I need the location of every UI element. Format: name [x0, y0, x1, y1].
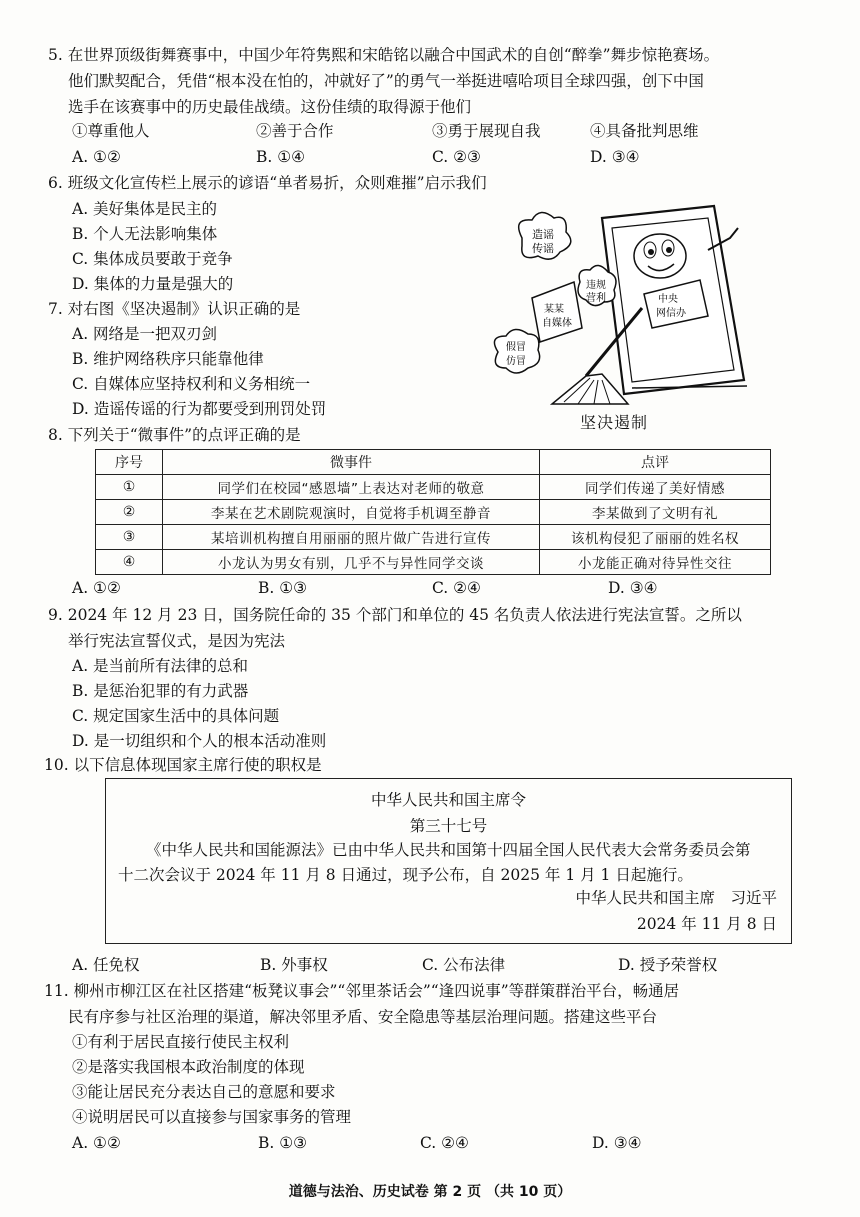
q11-stem-line1: 11. 柳州市柳江区在社区搭建“板凳议事会”“邻里茶话会”“逢四说事”等群策群治平台，畅通居	[44, 982, 680, 1000]
q11-item-3: ③能让居民充分表达自己的意愿和要求	[72, 1083, 336, 1101]
presidential-order-box	[105, 778, 792, 944]
q6-option-b[interactable]: B. 个人无法影响集体	[72, 225, 218, 243]
row-event: 小龙认为男女有别，几乎不与异性同学交谈	[163, 550, 540, 575]
q11-choice-c[interactable]: C. ②④	[420, 1134, 469, 1152]
q8-stem: 8. 下列关于“微事件”的点评正确的是	[48, 426, 301, 444]
col-header-comment: 点评	[540, 450, 771, 475]
q11-item-4: ④说明居民可以直接参与国家事务的管理	[72, 1108, 352, 1126]
row-number: ①	[96, 475, 163, 500]
q11-item-2: ②是落实我国根本政治制度的体现	[72, 1058, 305, 1076]
row-event: 同学们在校园“感恩墙”上表达对老师的敬意	[163, 475, 540, 500]
row-number: ③	[96, 525, 163, 550]
q9-stem-line2: 举行宪法宣誓仪式，是因为宪法	[68, 632, 286, 650]
order-body-line1: 《中华人民共和国能源法》已由中华人民共和国第十四届全国人民代表大会常务委员会第	[146, 841, 751, 859]
cloud2-line2: 营利	[586, 293, 606, 304]
row-comment: 同学们传递了美好情感	[540, 475, 771, 500]
q11-choice-a[interactable]: A. ①②	[72, 1134, 121, 1152]
banner-line2: 自媒体	[542, 318, 572, 329]
q10-choice-d[interactable]: D. 授予荣誉权	[618, 956, 718, 974]
q5-choice-c[interactable]: C. ②③	[432, 148, 481, 166]
q10-choice-c[interactable]: C. 公布法律	[422, 956, 506, 974]
sleeve-line1: 中央	[658, 294, 678, 305]
q5-choice-d[interactable]: D. ③④	[590, 148, 640, 166]
order-title: 中华人民共和国主席令	[370, 791, 526, 809]
q9-option-c[interactable]: C. 规定国家生活中的具体问题	[72, 707, 280, 725]
q10-choices	[72, 954, 717, 976]
q7-stem: 7. 对右图《坚决遏制》认识正确的是	[48, 300, 301, 318]
q10-stem: 10. 以下信息体现国家主席行使的职权是	[44, 756, 322, 774]
q7-option-d[interactable]: D. 造谣传谣的行为都要受到刑罚处罚	[72, 400, 327, 418]
q6-option-a[interactable]: A. 美好集体是民主的	[72, 200, 218, 218]
q5-choice-a[interactable]: A. ①②	[72, 148, 121, 166]
q9-option-d[interactable]: D. 是一切组织和个人的根本活动准则	[72, 732, 327, 750]
q9-option-a[interactable]: A. 是当前所有法律的总和	[72, 657, 249, 675]
cloud3-line2: 仿冒	[506, 356, 526, 367]
cloud1-line1: 造谣	[532, 228, 554, 241]
q8-choices	[72, 577, 658, 599]
q7-option-a[interactable]: A. 网络是一把双刃剑	[72, 325, 218, 343]
q5-choices	[72, 146, 640, 168]
q6-option-c[interactable]: C. 集体成员要敢于竞争	[72, 250, 233, 268]
q5-stem-line1: 5. 在世界顶级街舞赛事中，中国少年符隽熙和宋皓铭以融合中国武术的自创“醉拳”舞步惊艳赛场。	[48, 46, 720, 64]
q8-choice-d[interactable]: D. ③④	[608, 579, 658, 597]
q5-choice-b[interactable]: B. ①④	[256, 148, 306, 166]
row-number: ②	[96, 500, 163, 525]
page-footer: 道德与法治、历史试卷 第 2 页 （共 10 页）	[288, 1184, 572, 1200]
table-row	[96, 475, 771, 500]
q11-item-1: ①有利于居民直接行使民主权利	[72, 1033, 290, 1051]
row-comment: 该机构侵犯了丽丽的姓名权	[540, 525, 771, 550]
sleeve-line2: 网信办	[656, 308, 686, 319]
cartoon-caption: 坚决遏制	[580, 413, 649, 432]
order-signer: 中华人民共和国主席 习近平	[575, 889, 777, 907]
q6-option-d[interactable]: D. 集体的力量是强大的	[72, 275, 234, 293]
cartoon-illustration	[482, 198, 752, 408]
table-row	[96, 500, 771, 525]
q6-stem: 6. 班级文化宣传栏上展示的谚语“单者易折，众则难摧”启示我们	[48, 174, 487, 192]
q5-item: ①尊重他人	[72, 122, 150, 140]
order-body-line2: 十二次会议于 2024 年 11 月 8 日通过，现予公布，自 2025 年 1 月 1 日起施行。	[118, 866, 693, 884]
q8-choice-c[interactable]: C. ②④	[432, 579, 481, 597]
q11-choice-b[interactable]: B. ①③	[258, 1134, 308, 1152]
q8-choice-a[interactable]: A. ①②	[72, 579, 121, 597]
table-row	[96, 525, 771, 550]
cloud1-line2: 传谣	[532, 242, 554, 255]
q5-item: ③勇于展现自我	[432, 122, 541, 140]
row-event: 李某在艺术剧院观演时，自觉将手机调至静音	[163, 500, 540, 525]
row-number: ④	[96, 550, 163, 575]
q5-item: ④具备批判思维	[590, 122, 699, 140]
row-comment: 小龙能正确对待异性交往	[540, 550, 771, 575]
q8-choice-b[interactable]: B. ①③	[258, 579, 308, 597]
row-comment: 李某做到了文明有礼	[540, 500, 771, 525]
cloud3-line1: 假冒	[506, 342, 526, 353]
q5-stem-line3: 选手在该赛事中的历史最佳战绩。这份佳绩的取得源于他们	[68, 98, 472, 116]
micro-events-table	[95, 449, 771, 575]
q11-stem-line2: 民有序参与社区治理的渠道，解决邻里矛盾、安全隐患等基层治理问题。搭建这些平台	[68, 1008, 658, 1026]
q5-items	[72, 120, 699, 142]
q9-option-b[interactable]: B. 是惩治犯罪的有力武器	[72, 682, 249, 700]
q5-item: ②善于合作	[256, 122, 334, 140]
col-header-number: 序号	[96, 450, 163, 475]
q7-option-b[interactable]: B. 维护网络秩序只能靠他律	[72, 350, 264, 368]
q10-choice-b[interactable]: B. 外事权	[260, 956, 328, 974]
q11-choices	[72, 1132, 642, 1154]
table-row	[96, 550, 771, 575]
row-event: 某培训机构擅自用丽丽的照片做广告进行宣传	[163, 525, 540, 550]
q9-stem-line1: 9. 2024 年 12 月 23 日，国务院任命的 35 个部门和单位的 45 名负责人依法进行宪法宣誓。之所以	[48, 606, 742, 624]
col-header-event: 微事件	[163, 450, 540, 475]
table-header-row	[96, 450, 771, 475]
q5-stem-line2: 他们默契配合，凭借“根本没在怕的，冲就好了”的勇气一举挺进嘻哈项目全球四强，创下中国	[68, 72, 704, 90]
order-number: 第三十七号	[409, 817, 488, 835]
order-date: 2024 年 11 月 8 日	[636, 915, 777, 933]
cloud2-line1: 违规	[586, 280, 606, 291]
banner-line1: 某某	[544, 304, 564, 315]
q11-choice-d[interactable]: D. ③④	[592, 1134, 642, 1152]
q7-option-c[interactable]: C. 自媒体应坚持权利和义务相统一	[72, 375, 311, 393]
q10-choice-a[interactable]: A. 任免权	[72, 956, 140, 974]
